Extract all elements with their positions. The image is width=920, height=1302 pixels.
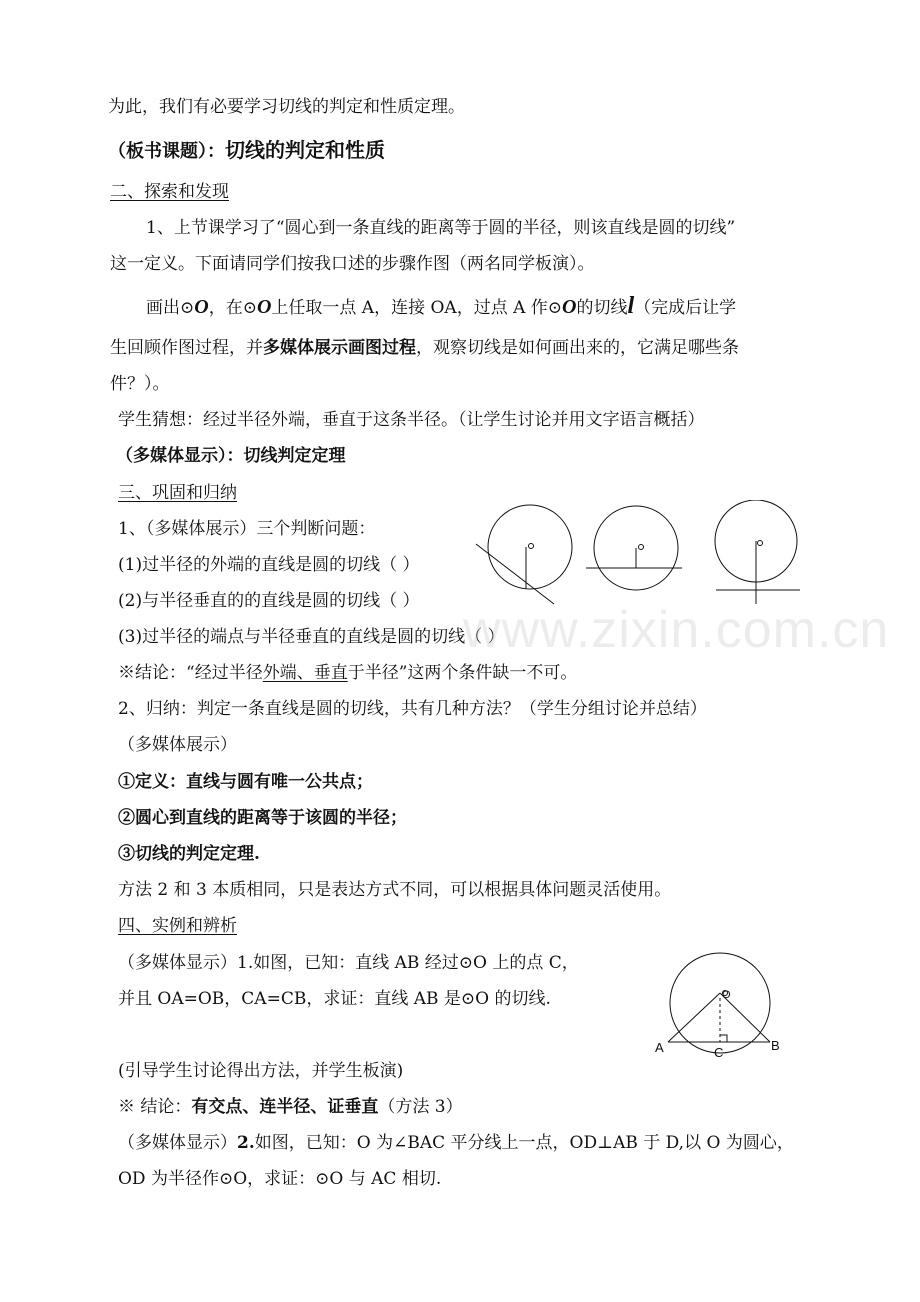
conclusion-2c: （方法 3） bbox=[378, 1097, 463, 1117]
circle-symbol-o: O bbox=[194, 296, 209, 318]
lesson-title-main: 切线的判定和性质 bbox=[225, 138, 385, 162]
conclusion-1 bbox=[118, 661, 577, 685]
explore-line-4c: ，观察切线是如何画出来的，它满足哪些条 bbox=[416, 338, 739, 358]
draw-text-a: 画出⊙ bbox=[146, 298, 195, 318]
conclusion-1b: 外端、垂直 bbox=[262, 663, 348, 683]
conclusion-1a: ※结论：“经过半径 bbox=[118, 663, 263, 683]
section-heading-examples: 四、实例和辨析 bbox=[118, 916, 237, 936]
judge-intro: 1、（多媒体展示）三个判断问题： bbox=[118, 519, 376, 539]
draw-text-d: 的切线 bbox=[576, 298, 628, 318]
explore-line-2: 这一定义。下面请同学们按我口述的步骤作图（两名同学板演）。 bbox=[110, 254, 595, 274]
example-circle bbox=[670, 953, 770, 1053]
method-note: 方法 2 和 3 本质相同，只是表达方式不同，可以根据具体问题灵活使用。 bbox=[118, 880, 672, 900]
label-b: B bbox=[771, 1038, 780, 1053]
label-o: O bbox=[722, 989, 731, 1001]
intro-paragraph: 为此，我们有必要学习切线的判定和性质定理。 bbox=[108, 97, 465, 117]
section-heading-consolidate: 三、巩固和归纳 bbox=[118, 483, 237, 503]
lesson-title bbox=[108, 138, 385, 164]
example-2-line-1c: 如图，已知：O 为∠BAC 平分线上一点，OD⊥AB 于 D,以 O 为圆心， bbox=[254, 1133, 794, 1153]
method-3: ③切线的判定定理. bbox=[118, 844, 260, 864]
explore-line-4b: 多媒体展示画图过程 bbox=[263, 338, 416, 358]
example-2-line-1 bbox=[118, 1131, 794, 1155]
circle-symbol-o: O bbox=[256, 296, 272, 318]
draw-text-b: ，在⊙ bbox=[208, 298, 257, 318]
method-2: ②圆心到直线的距离等于该圆的半径； bbox=[118, 808, 407, 828]
summary-question: 2、归纳：判定一条直线是圆的切线，共有几种方法？（学生分组讨论并总结） bbox=[118, 699, 707, 719]
judge-question-3: (3)过半径的端点与半径垂直的直线是圆的切线（ ） bbox=[118, 627, 505, 647]
circle-figure-3 bbox=[715, 500, 800, 604]
circle-symbol-o: O bbox=[562, 296, 577, 318]
circle-figure-2 bbox=[586, 506, 682, 590]
example-1-figure bbox=[650, 940, 790, 1065]
example-2-line-2: OD 为半径作⊙O，求证：⊙O 与 AC 相切. bbox=[118, 1169, 442, 1189]
label-c: C bbox=[714, 1045, 724, 1060]
conclusion-2b: 有交点、连半径、证垂直 bbox=[191, 1097, 379, 1117]
tangent-symbol-l: l bbox=[627, 293, 635, 319]
judge-question-1: (1)过半径的外端的直线是圆的切线（ ） bbox=[118, 555, 420, 575]
circle-figure-1 bbox=[476, 505, 572, 604]
example-2-line-1b: 2. bbox=[237, 1133, 255, 1153]
judge-question-2: (2)与半径垂直的的直线是圆的切线（ ） bbox=[118, 591, 420, 611]
multimedia-show-2: （多媒体展示） bbox=[118, 735, 237, 755]
explore-line-1: 1、上节课学习了“圆心到一条直线的距离等于圆的半径，则该直线是圆的切线” bbox=[146, 218, 736, 238]
right-angle-mark bbox=[720, 1035, 727, 1042]
example-1-line-1: （多媒体显示）1.如图，已知：直线 AB 经过⊙O 上的点 C， bbox=[118, 953, 579, 973]
explore-line-5: 件？）。 bbox=[110, 374, 170, 394]
explore-line-4 bbox=[110, 336, 739, 360]
student-guess: 学生猜想：经过半径外端，垂直于这条半径。（让学生讨论并用文字语言概括） bbox=[118, 410, 705, 430]
lesson-title-prefix: （板书课题）： bbox=[108, 141, 225, 162]
conclusion-1c: 于半径”这两个条件缺一不可。 bbox=[347, 663, 578, 683]
segment-oa bbox=[668, 993, 720, 1042]
example-1-line-2: 并且 OA=OB，CA=CB，求证：直线 AB 是⊙O 的切线. bbox=[118, 989, 551, 1009]
method-1: ①定义：直线与圆有唯一公共点； bbox=[118, 772, 373, 792]
watermark: www.zixin.com.cn bbox=[463, 601, 890, 659]
multimedia-show-1: （多媒体显示）：切线判定定理 bbox=[116, 446, 346, 466]
guide-note: (引导学生讨论得出方法，并学生板演) bbox=[118, 1061, 404, 1081]
three-circles-figure bbox=[470, 500, 810, 610]
draw-text-e: （完成后让学 bbox=[634, 298, 737, 318]
conclusion-2 bbox=[118, 1095, 463, 1119]
section-heading-explore: 二、探索和发现 bbox=[110, 182, 229, 202]
conclusion-2a: ※ 结论： bbox=[118, 1097, 192, 1117]
drawing-instruction bbox=[146, 294, 736, 320]
label-a: A bbox=[655, 1040, 664, 1055]
explore-line-4a: 生回顾作图过程，并 bbox=[110, 338, 263, 358]
example-2-line-1a: （多媒体显示） bbox=[118, 1133, 237, 1153]
draw-text-c: 上任取一点 A，连接 OA，过点 A 作⊙ bbox=[271, 298, 563, 318]
